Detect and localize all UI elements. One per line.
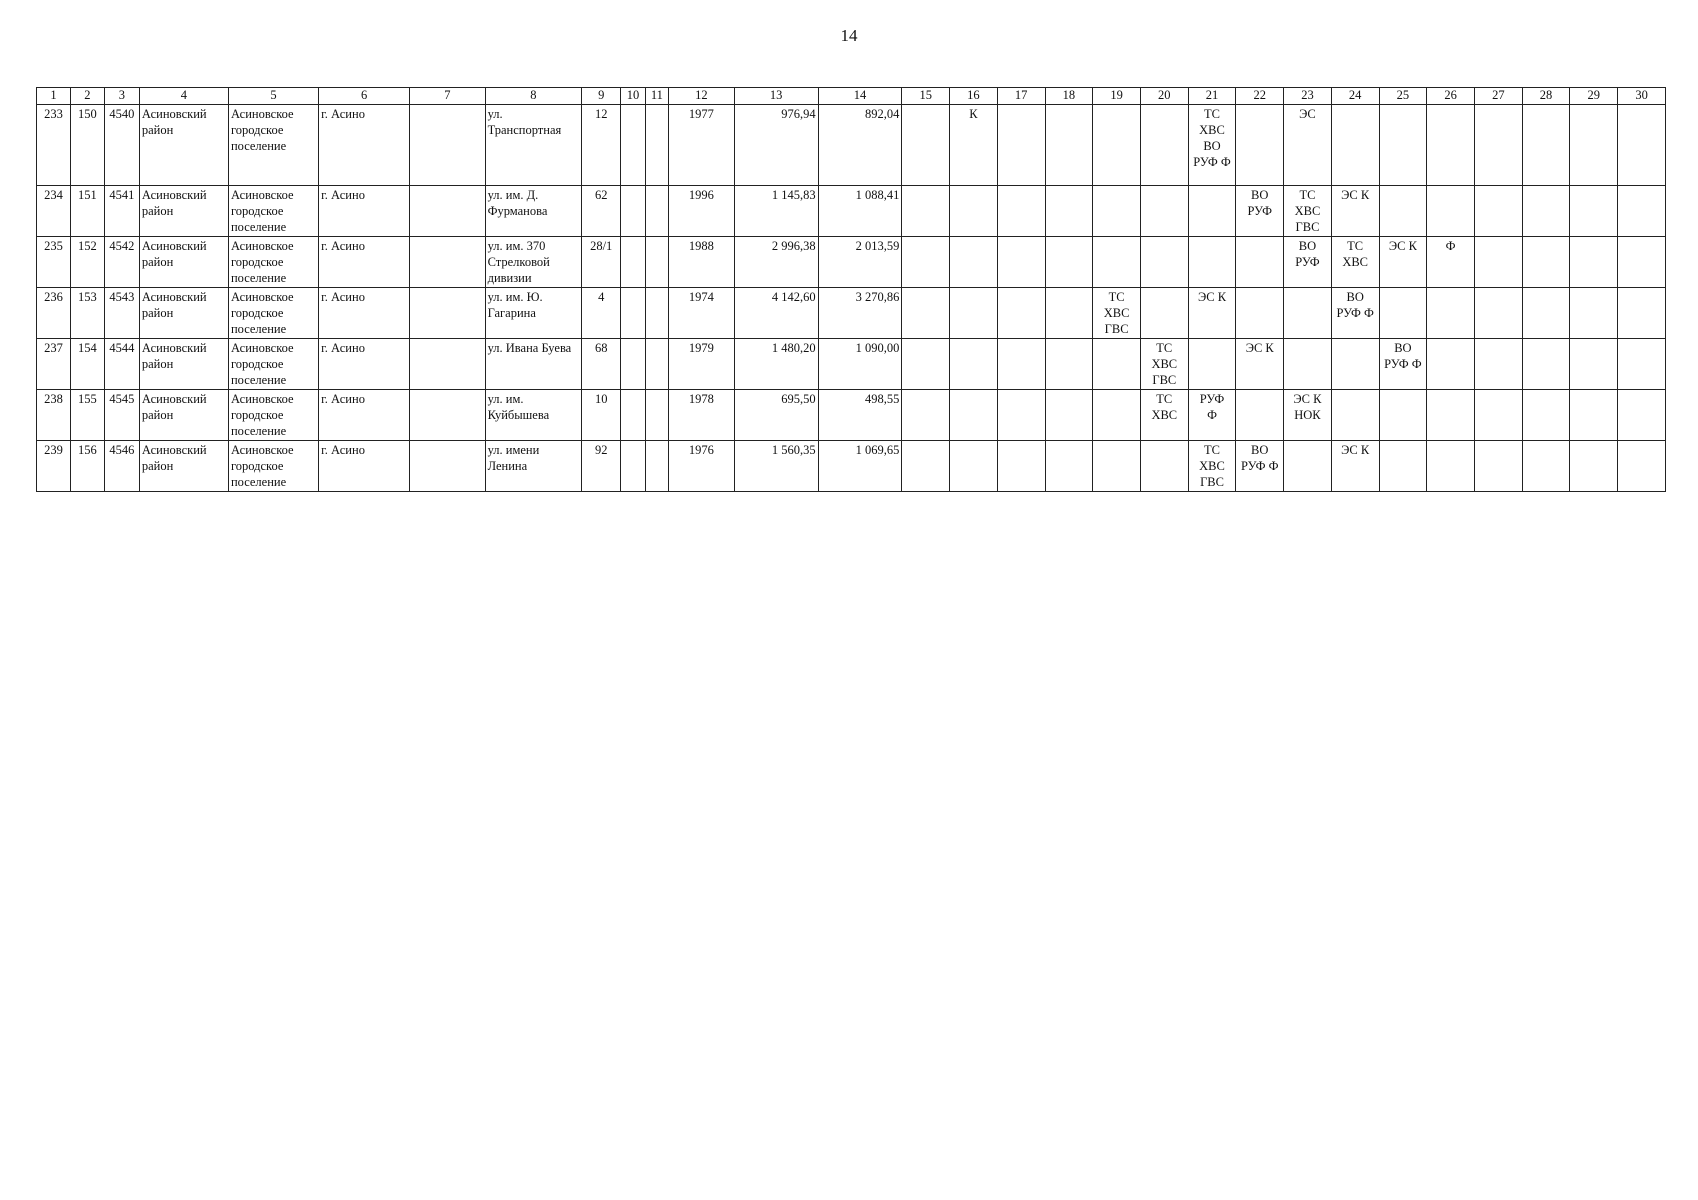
table-cell: 238 xyxy=(37,390,71,441)
table-cell xyxy=(1093,186,1141,237)
column-header: 5 xyxy=(228,88,318,105)
table-cell: 1976 xyxy=(669,441,735,492)
table-cell xyxy=(645,186,668,237)
table-cell xyxy=(997,339,1045,390)
table-cell xyxy=(1045,186,1093,237)
table-cell: 4 xyxy=(582,288,621,339)
table-cell xyxy=(902,186,950,237)
table-cell: ул. Транспортная xyxy=(485,105,582,186)
table-cell xyxy=(950,339,998,390)
table-cell xyxy=(1140,186,1188,237)
table-cell: ЭС К xyxy=(1331,186,1379,237)
table-cell: 4542 xyxy=(104,237,139,288)
table-cell xyxy=(902,237,950,288)
table-cell: 498,55 xyxy=(818,390,902,441)
table-cell xyxy=(410,441,485,492)
table-cell: 976,94 xyxy=(734,105,818,186)
table-cell: 892,04 xyxy=(818,105,902,186)
table-cell: 153 xyxy=(70,288,104,339)
table-cell xyxy=(621,339,645,390)
table-cell xyxy=(1379,441,1427,492)
column-header: 8 xyxy=(485,88,582,105)
table-cell: г. Асино xyxy=(319,441,410,492)
table-cell xyxy=(950,288,998,339)
column-header: 2 xyxy=(70,88,104,105)
table-cell: Асиновское городское поселение xyxy=(228,339,318,390)
table-cell: 155 xyxy=(70,390,104,441)
table-cell xyxy=(902,441,950,492)
table-cell: 235 xyxy=(37,237,71,288)
table-cell xyxy=(1045,105,1093,186)
table-cell: Асиновское городское поселение xyxy=(228,441,318,492)
table-cell: г. Асино xyxy=(319,390,410,441)
table-cell xyxy=(1093,390,1141,441)
table-cell: ул. им. Ю. Гагарина xyxy=(485,288,582,339)
table-row xyxy=(37,390,1666,441)
table-cell xyxy=(410,390,485,441)
table-cell xyxy=(410,105,485,186)
table-cell xyxy=(1284,441,1332,492)
table-cell xyxy=(1522,105,1570,186)
table-cell xyxy=(1093,339,1141,390)
table-cell xyxy=(621,237,645,288)
table-cell: ЭС К xyxy=(1236,339,1284,390)
table-cell: 28/1 xyxy=(582,237,621,288)
table-cell: ТС ХВС ГВС xyxy=(1140,339,1188,390)
table-cell: 2 013,59 xyxy=(818,237,902,288)
table-row xyxy=(37,441,1666,492)
table-cell: 233 xyxy=(37,105,71,186)
table-cell xyxy=(1236,288,1284,339)
table-cell xyxy=(621,288,645,339)
table-cell xyxy=(621,390,645,441)
column-header: 20 xyxy=(1140,88,1188,105)
table-cell: ЭС К xyxy=(1188,288,1236,339)
table-cell: г. Асино xyxy=(319,237,410,288)
table-cell xyxy=(1618,237,1666,288)
table-cell xyxy=(645,288,668,339)
column-header: 27 xyxy=(1474,88,1522,105)
table-cell: Асиновский район xyxy=(139,288,228,339)
table-cell xyxy=(997,186,1045,237)
table-cell: ВО РУФ Ф xyxy=(1331,288,1379,339)
table-cell xyxy=(645,339,668,390)
table-cell: 236 xyxy=(37,288,71,339)
table-cell: Асиновское городское поселение xyxy=(228,237,318,288)
table-cell: 1 560,35 xyxy=(734,441,818,492)
table-cell: ВО РУФ xyxy=(1236,186,1284,237)
table-cell: г. Асино xyxy=(319,288,410,339)
table-cell xyxy=(1474,390,1522,441)
table-row xyxy=(37,339,1666,390)
table-cell: ЭС К xyxy=(1379,237,1427,288)
table-cell xyxy=(1379,390,1427,441)
table-cell: Асиновское городское поселение xyxy=(228,288,318,339)
column-header: 10 xyxy=(621,88,645,105)
column-header: 14 xyxy=(818,88,902,105)
table-cell xyxy=(1093,105,1141,186)
table-cell: 12 xyxy=(582,105,621,186)
table-cell: РУФ Ф xyxy=(1188,390,1236,441)
table-cell: Асиновский район xyxy=(139,105,228,186)
table-cell xyxy=(1522,390,1570,441)
column-header: 12 xyxy=(669,88,735,105)
column-header: 22 xyxy=(1236,88,1284,105)
table-cell: 156 xyxy=(70,441,104,492)
table-cell xyxy=(1570,186,1618,237)
table-cell: 1 069,65 xyxy=(818,441,902,492)
table-cell xyxy=(621,105,645,186)
table-cell xyxy=(1570,237,1618,288)
table-cell xyxy=(1379,105,1427,186)
table-cell xyxy=(902,339,950,390)
table-cell xyxy=(1331,339,1379,390)
table-cell xyxy=(1427,441,1475,492)
table-cell xyxy=(1618,441,1666,492)
table-cell: ул. Ивана Буева xyxy=(485,339,582,390)
table-cell xyxy=(997,390,1045,441)
table-row xyxy=(37,288,1666,339)
table-cell: г. Асино xyxy=(319,105,410,186)
table-cell xyxy=(1570,105,1618,186)
table-cell: 152 xyxy=(70,237,104,288)
table-cell: 3 270,86 xyxy=(818,288,902,339)
table-row xyxy=(37,237,1666,288)
table-cell: Ф xyxy=(1427,237,1475,288)
table-cell xyxy=(1474,441,1522,492)
column-header: 24 xyxy=(1331,88,1379,105)
table-cell: ТС ХВС ГВС xyxy=(1188,441,1236,492)
table-cell: 4 142,60 xyxy=(734,288,818,339)
table-cell xyxy=(1618,288,1666,339)
table-cell xyxy=(902,105,950,186)
table-cell: Асиновский район xyxy=(139,186,228,237)
table-cell xyxy=(621,441,645,492)
table-cell: 239 xyxy=(37,441,71,492)
table-cell: ТС ХВС ГВС xyxy=(1093,288,1141,339)
table-cell: 10 xyxy=(582,390,621,441)
column-header: 26 xyxy=(1427,88,1475,105)
column-header: 19 xyxy=(1093,88,1141,105)
table-cell xyxy=(1522,339,1570,390)
table-cell xyxy=(1236,105,1284,186)
table-cell: ВО РУФ xyxy=(1284,237,1332,288)
table-cell: ТС ХВС ВО РУФ Ф xyxy=(1188,105,1236,186)
table-cell: ВО РУФ Ф xyxy=(1236,441,1284,492)
table-cell: 62 xyxy=(582,186,621,237)
table-cell xyxy=(1427,105,1475,186)
column-header: 21 xyxy=(1188,88,1236,105)
table-cell xyxy=(1570,339,1618,390)
table-cell: ВО РУФ Ф xyxy=(1379,339,1427,390)
table-cell: ЭС К xyxy=(1331,441,1379,492)
table-cell: ТС ХВС ГВС xyxy=(1284,186,1332,237)
table-cell: 154 xyxy=(70,339,104,390)
table-cell xyxy=(1140,105,1188,186)
table-cell: 1979 xyxy=(669,339,735,390)
table-cell xyxy=(1522,441,1570,492)
table-cell xyxy=(902,390,950,441)
table-cell xyxy=(997,237,1045,288)
column-header: 29 xyxy=(1570,88,1618,105)
table-cell: 4540 xyxy=(104,105,139,186)
table-cell: 1988 xyxy=(669,237,735,288)
table-cell xyxy=(1618,105,1666,186)
table-cell xyxy=(1140,288,1188,339)
table-row xyxy=(37,186,1666,237)
table-cell: Асиновское городское поселение xyxy=(228,186,318,237)
table-cell xyxy=(1522,288,1570,339)
table-cell xyxy=(1474,288,1522,339)
table-cell xyxy=(410,237,485,288)
table-cell xyxy=(997,105,1045,186)
page-number: 14 xyxy=(840,26,858,45)
table-cell: К xyxy=(950,105,998,186)
table-cell: г. Асино xyxy=(319,339,410,390)
table-cell: ул. им. 370 Стрелковой дивизии xyxy=(485,237,582,288)
table-cell xyxy=(950,390,998,441)
column-header: 23 xyxy=(1284,88,1332,105)
table-cell xyxy=(1474,339,1522,390)
table-cell: 695,50 xyxy=(734,390,818,441)
table-cell xyxy=(1236,390,1284,441)
table-cell: 4545 xyxy=(104,390,139,441)
table-cell: Асиновский район xyxy=(139,390,228,441)
table-cell: Асиновский район xyxy=(139,237,228,288)
column-header: 15 xyxy=(902,88,950,105)
table-cell xyxy=(1618,339,1666,390)
column-header: 25 xyxy=(1379,88,1427,105)
table-cell: 4543 xyxy=(104,288,139,339)
table-cell: 234 xyxy=(37,186,71,237)
table-cell xyxy=(997,288,1045,339)
building-register-table xyxy=(36,87,1666,492)
table-cell xyxy=(410,186,485,237)
table-cell: Асиновское городское поселение xyxy=(228,390,318,441)
table-cell xyxy=(1140,441,1188,492)
column-header: 18 xyxy=(1045,88,1093,105)
table-cell xyxy=(645,390,668,441)
table-cell: 4541 xyxy=(104,186,139,237)
table-cell xyxy=(1618,186,1666,237)
table-cell: г. Асино xyxy=(319,186,410,237)
column-header: 11 xyxy=(645,88,668,105)
table-cell xyxy=(1093,237,1141,288)
column-header: 9 xyxy=(582,88,621,105)
table-cell xyxy=(1570,441,1618,492)
table-cell xyxy=(645,105,668,186)
table-cell: ЭС К НОК xyxy=(1284,390,1332,441)
table-cell: 1974 xyxy=(669,288,735,339)
column-header: 28 xyxy=(1522,88,1570,105)
table-cell xyxy=(1140,237,1188,288)
table-cell: 150 xyxy=(70,105,104,186)
table-cell: 4546 xyxy=(104,441,139,492)
table-cell: Асиновский район xyxy=(139,441,228,492)
column-header: 16 xyxy=(950,88,998,105)
table-cell xyxy=(621,186,645,237)
table-cell xyxy=(1188,237,1236,288)
table-cell: ул. имени Ленина xyxy=(485,441,582,492)
table-cell xyxy=(1188,339,1236,390)
table-cell xyxy=(410,288,485,339)
table-cell xyxy=(950,237,998,288)
table-cell xyxy=(1379,288,1427,339)
table-cell: 2 996,38 xyxy=(734,237,818,288)
table-cell: ТС ХВС xyxy=(1140,390,1188,441)
table-cell xyxy=(1331,390,1379,441)
table-cell xyxy=(1427,390,1475,441)
column-header: 7 xyxy=(410,88,485,105)
table-cell xyxy=(1379,186,1427,237)
table-cell xyxy=(1045,237,1093,288)
column-header: 17 xyxy=(997,88,1045,105)
table-cell xyxy=(645,441,668,492)
table-cell xyxy=(1427,288,1475,339)
table-cell xyxy=(1045,390,1093,441)
table-cell xyxy=(1045,288,1093,339)
table-cell xyxy=(950,186,998,237)
table-cell: ТС ХВС xyxy=(1331,237,1379,288)
table-cell: 151 xyxy=(70,186,104,237)
table-cell xyxy=(1331,105,1379,186)
column-header: 30 xyxy=(1618,88,1666,105)
table-cell xyxy=(410,339,485,390)
table-cell xyxy=(902,288,950,339)
table-cell: 68 xyxy=(582,339,621,390)
table-cell xyxy=(1427,339,1475,390)
table-row xyxy=(37,105,1666,186)
table-cell xyxy=(1236,237,1284,288)
table-cell xyxy=(1188,186,1236,237)
table-cell: 1977 xyxy=(669,105,735,186)
column-header: 13 xyxy=(734,88,818,105)
table-cell: 1978 xyxy=(669,390,735,441)
table-cell: ЭС xyxy=(1284,105,1332,186)
table-cell xyxy=(1045,339,1093,390)
table-cell xyxy=(1522,237,1570,288)
table-cell xyxy=(1284,339,1332,390)
column-number-header xyxy=(37,88,1666,105)
table-cell xyxy=(1427,186,1475,237)
table-cell: ул. им. Д. Фурманова xyxy=(485,186,582,237)
table-cell xyxy=(645,237,668,288)
table-cell: 1 090,00 xyxy=(818,339,902,390)
table-cell xyxy=(1474,237,1522,288)
table-cell: 92 xyxy=(582,441,621,492)
table-cell xyxy=(997,441,1045,492)
column-header: 3 xyxy=(104,88,139,105)
table-cell: Асиновский район xyxy=(139,339,228,390)
table-cell: 1 088,41 xyxy=(818,186,902,237)
table-cell xyxy=(1474,105,1522,186)
column-header: 6 xyxy=(319,88,410,105)
table-cell xyxy=(1284,288,1332,339)
table-cell xyxy=(1570,390,1618,441)
table-cell xyxy=(1474,186,1522,237)
table-cell xyxy=(1570,288,1618,339)
table-cell: 1996 xyxy=(669,186,735,237)
table-cell xyxy=(950,441,998,492)
column-header: 4 xyxy=(139,88,228,105)
table-cell xyxy=(1522,186,1570,237)
table-cell: ул. им. Куйбышева xyxy=(485,390,582,441)
table-cell xyxy=(1045,441,1093,492)
table-cell: 1 145,83 xyxy=(734,186,818,237)
table-cell: 1 480,20 xyxy=(734,339,818,390)
table-cell: 4544 xyxy=(104,339,139,390)
column-header: 1 xyxy=(37,88,71,105)
table-cell: 237 xyxy=(37,339,71,390)
table-cell: Асиновское городское поселение xyxy=(228,105,318,186)
table-cell xyxy=(1093,441,1141,492)
table-cell xyxy=(1618,390,1666,441)
